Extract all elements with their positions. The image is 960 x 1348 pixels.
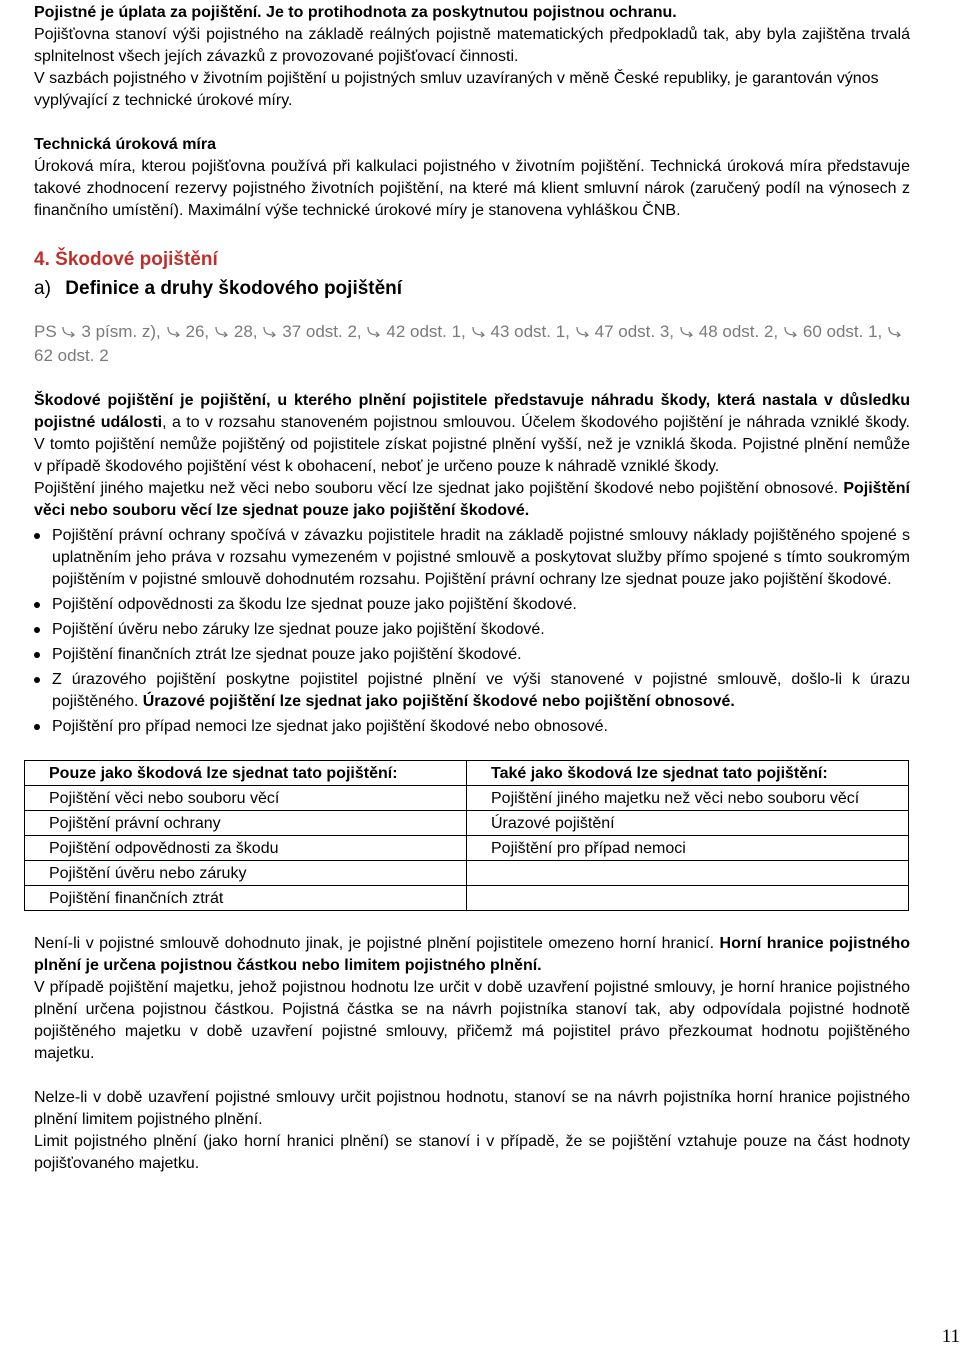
limits-normal: Není-li v pojistné smlouvě dohodnuto jinak, je pojistné plnění pojistitele omezeno horní hranicí.: [34, 935, 720, 952]
reference-arrow-icon: [262, 324, 278, 338]
law-reference-link[interactable]: 62 odst. 2: [34, 346, 109, 365]
law-reference-link[interactable]: 3 písm. z),: [81, 322, 161, 341]
document-page: [34, 0, 910, 1175]
subsection-title: Definice a druhy škodového pojištění: [65, 278, 403, 299]
reference-arrow-icon: [366, 324, 382, 338]
list-item: Pojištění úvěru nebo záruky lze sjednat pouze jako pojištění škodové.: [34, 619, 910, 641]
bullet-icon: [34, 602, 40, 608]
definition-paragraph: [34, 390, 910, 478]
technical-rate-title: Technická úroková míra: [34, 136, 216, 153]
list-item: Z úrazového pojištění poskytne pojistitel pojistné plnění ve výši stanovené v pojistné smlouvě, došlo-li k úrazu pojištěného. Úrazové pojištění lze sjednat jako pojištění škodové nebo pojištění obnosové.: [34, 669, 910, 713]
table-row: Pojištění právní ochrany Úrazové pojištění: [25, 811, 909, 836]
law-reference-link[interactable]: 47 odst. 3,: [594, 322, 675, 341]
law-reference-link[interactable]: 60 odst. 1,: [802, 322, 883, 341]
table-row: Pojištění úvěru nebo záruky: [25, 861, 909, 886]
property-bold: Pojištění věci nebo souboru věcí lze sjednat pouze jako pojištění škodové.: [34, 480, 910, 519]
table-row: Pojištění odpovědnosti za škodu Pojištění pro případ nemoci: [25, 836, 909, 861]
bullet-icon: [34, 677, 40, 683]
comparison-table: [24, 760, 909, 911]
limits-property-paragraph: V případě pojištění majetku, jehož pojistnou hodnotu lze určit v době uzavření pojistné smlouvy, je horní hranice pojistného plnění určena pojistnou částkou. Pojistná částka se na návrh pojistníka stanoví tak, aby odpovídala pojistné hodnotě pojištěného majetku v době uzavření pojistné smlouvy, přičemž má pojistitel právo přezkoumat hodnotu pojištěného majetku.: [34, 979, 910, 1062]
reference-arrow-icon: [679, 324, 695, 338]
bullet-icon: [34, 533, 40, 539]
limits-bold: Horní hranice pojistného plnění je určena pojistnou částkou nebo limitem pojistného plnění.: [34, 935, 910, 974]
law-reference-link[interactable]: 26,: [185, 322, 210, 341]
bullet-icon: [34, 652, 40, 658]
section-title: Škodové pojištění: [55, 249, 218, 270]
law-reference-link[interactable]: 48 odst. 2,: [698, 322, 779, 341]
property-normal: Pojištění jiného majetku než věci nebo souboru věcí lze sjednat jako pojištění škodové nebo pojištění obnosové.: [34, 480, 844, 497]
table-row: Pojištění věci nebo souboru věcí Pojištění jiného majetku než věci nebo souboru věcí: [25, 786, 909, 811]
reference-arrow-icon: [166, 324, 182, 338]
list-item: Pojištění odpovědnosti za škodu lze sjednat pouze jako pojištění škodové.: [34, 594, 910, 616]
law-reference-link[interactable]: 43 odst. 1,: [490, 322, 570, 341]
table-header-row: [25, 761, 909, 786]
limits-paragraph: [34, 933, 910, 977]
section-number: 4.: [34, 249, 50, 270]
list-item: Pojištění finančních ztrát lze sjednat pouze jako pojištění škodové.: [34, 644, 910, 666]
list-item: Pojištění právní ochrany spočívá v závazku pojistitele hradit na základě pojistné smlouvy náklady pojištěného spojené s uplatněním jeho práva v rozsahu vymezeném v pojistné smlouvě a poskytovat služby přímo spojené s tímto soukromým pojištěním v pojistné smlouvě dohodnutém rozsahu. Pojištění právní ochrany lze sjednat pouze jako pojištění škodové.: [34, 525, 910, 591]
law-reference-link[interactable]: 42 odst. 1,: [386, 322, 466, 341]
header-also-damage: Také jako škodová lze sjednat tato pojištění:: [467, 761, 909, 786]
reference-arrow-icon: [575, 324, 591, 338]
bullet-icon: [34, 724, 40, 730]
definition-rest: , a to v rozsahu stanoveném pojistnou smlouvou. Účelem škodového pojištění je náhrada vzniklé škody. V tomto pojištění nemůže pojištěný od pojistitele získat pojistné plnění vyšší, než je vzniklá škoda. Pojistné plnění nemůže v případě škodového pojištění vést k obohacení, neboť je určeno pouze k náhradě vzniklé škody.: [34, 414, 910, 475]
references-prefix: PS: [34, 322, 57, 341]
insurance-types-list: [34, 525, 910, 738]
definition-property-paragraph: [34, 478, 910, 522]
law-reference-link[interactable]: 37 odst. 2,: [282, 322, 362, 341]
reference-arrow-icon: [214, 324, 230, 338]
subsection-heading: [34, 276, 910, 302]
page-number: 11: [941, 1326, 960, 1347]
reference-arrow-icon: [783, 324, 799, 338]
intro-premium-calculation: Pojišťovna stanoví výši pojistného na základě reálných pojistně matematických předpokladů tak, aby byla zajištěna trvalá splnitelnost všech jejích závazků z provozované pojišťovací činnosti.: [34, 26, 910, 65]
section-heading: [34, 248, 910, 272]
bullet-icon: [34, 627, 40, 633]
subsection-label: a): [34, 278, 51, 299]
intro-guaranteed-yield: V sazbách pojistného v životním pojištění u pojistných smluv uzavíraných v měně České republiky, je garantován výnos vyplývající z technické úrokové míry.: [34, 70, 879, 109]
law-reference-link[interactable]: 28,: [233, 322, 258, 341]
limits-partial-paragraph: Limit pojistného plnění (jako horní hranici plnění) se stanoví i v případě, že se pojištění vztahuje pouze na část hodnoty pojišťovaného majetku.: [34, 1133, 910, 1172]
limits-unknown-value-paragraph: Nelze-li v době uzavření pojistné smlouvy určit pojistnou hodnotu, stanoví se na návrh pojistníka horní hranice pojistného plnění limitem pojistného plnění.: [34, 1089, 910, 1128]
reference-arrow-icon: [887, 324, 903, 338]
law-references: [34, 320, 910, 368]
intro-premium-definition: Pojistné je úplata za pojištění. Je to protihodnota za poskytnutou pojistnou ochranu.: [34, 4, 677, 21]
header-only-damage: Pouze jako škodová lze sjednat tato pojištění:: [25, 761, 467, 786]
reference-arrow-icon: [61, 324, 77, 338]
technical-rate-body: Úroková míra, kterou pojišťovna používá při kalkulaci pojistného v životním pojištění. Technická úroková míra představuje takové zhodnocení rezervy pojistného životních pojištění, na které má klient smluvní nárok (zaručený podíl na výnosech z finančního umístění). Maximální výše technické úrokové míry je stanovena vyhláškou ČNB.: [34, 158, 910, 219]
list-item: Pojištění pro případ nemoci lze sjednat jako pojištění škodové nebo obnosové.: [34, 716, 910, 738]
reference-arrow-icon: [471, 324, 487, 338]
definition-bold: Škodové pojištění je pojištění, u kterého plnění pojistitele představuje náhradu škody, která nastala v důsledku pojistné události: [34, 392, 910, 431]
table-row: Pojištění finančních ztrát: [25, 886, 909, 911]
